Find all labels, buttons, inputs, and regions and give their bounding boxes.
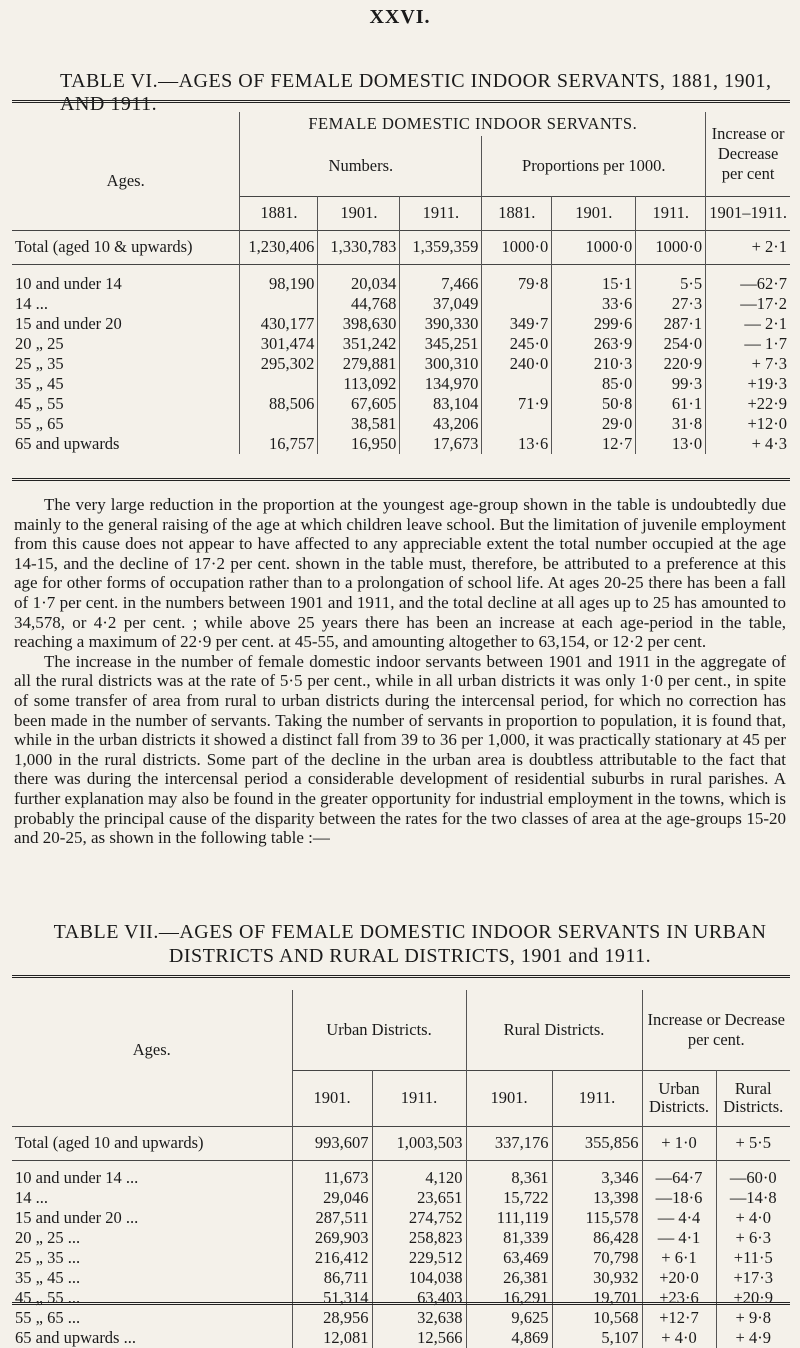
cell: —18·6 [642,1188,716,1208]
cell: —64·7 [642,1168,716,1188]
cell: — 4·1 [642,1228,716,1248]
cell: 20,034 [318,274,400,294]
cell: 1,330,783 [318,230,400,264]
table6-total-row [12,230,790,264]
cell: 12·7 [552,434,636,454]
cell: —62·7 [706,274,790,294]
cell: — 2·1 [706,314,790,334]
cell: + 5·5 [716,1126,790,1160]
cell: 398,630 [318,314,400,334]
table-row [12,1228,790,1248]
cell: 17,673 [400,434,482,454]
cell: 258,823 [372,1228,466,1248]
cell: 355,856 [552,1126,642,1160]
row-label: 20 „ 25 ... [15,1228,81,1247]
cell: 13·0 [636,434,706,454]
cell: 38,581 [318,414,400,434]
cell: + 4·0 [642,1328,716,1348]
cell: 287,511 [292,1208,372,1228]
cell: 4,869 [466,1328,552,1348]
cell: + 6·1 [642,1248,716,1268]
cell: 337,176 [466,1126,552,1160]
row-label: Total (aged 10 & upwards) [15,237,193,256]
cell: 390,330 [400,314,482,334]
row-label: 10 and under 14 [15,274,122,293]
table6-group-header: FEMALE DOMESTIC INDOOR SERVANTS. [240,112,706,136]
table-row [12,1208,790,1228]
cell: 299·6 [552,314,636,334]
cell: 263·9 [552,334,636,354]
cell: 32,638 [372,1308,466,1328]
cell: 134,970 [400,374,482,394]
cell: 1000·0 [636,230,706,264]
cell: + 7·3 [706,354,790,374]
table7-urban-header: Urban Districts. [292,990,466,1070]
cell: 301,474 [240,334,318,354]
table7-total-row [12,1126,790,1160]
table-row [12,354,790,374]
table-row [12,374,790,394]
cell: 63,469 [466,1248,552,1268]
table6-prop-year-1911: 1911. [636,196,706,230]
table-row [12,1188,790,1208]
row-label: 15 and under 20 [15,314,122,333]
row-label: 35 „ 45 [15,374,64,393]
cell: 220·9 [636,354,706,374]
page-number: XXVI. [369,6,431,28]
cell [240,294,318,314]
table6-top-rule [12,100,790,103]
cell: —17·2 [706,294,790,314]
cell: 10,568 [552,1308,642,1328]
cell: + 4·0 [716,1208,790,1228]
cell: 12,081 [292,1328,372,1348]
cell: +11·5 [716,1248,790,1268]
table-row [12,1308,790,1328]
cell: —60·0 [716,1168,790,1188]
cell: 85·0 [552,374,636,394]
cell: 115,578 [552,1208,642,1228]
paragraph-1: The very large reduction in the proportion at the youngest age-group shown in the table is undoubtedly due mainly to the general raising of the age at which children leave school. But the limitation of juvenile employment from this cause does not appear to have affected to any appreciable extent the total number occupied at the age 14-15, and the decline of 17·2 per cent. shown in the table must, therefore, be attributed to a preference at this age for other forms of occupation rather than to a prolongation of school life. At ages 20-25 there has been a fall of 1·7 per cent. in the numbers between 1901 and 1911, and the total decline at all ages up to 25 has amounted to 34,578, or 4·2 per cent. ; while above 25 years there has been an increase at each age-period in the table, reaching a maximum of 22·9 per cent. at 45-55, and amounting altogether to 63,154, or 12·2 per cent. [14,495,786,652]
body-text [14,495,786,848]
cell: 61·1 [636,394,706,414]
table6-title: TABLE VI.—AGES OF FEMALE DOMESTIC INDOOR SERVANTS, 1881, 1901, AND 1911. [60,70,772,115]
cell: 229,512 [372,1248,466,1268]
cell: 9,625 [466,1308,552,1328]
table6-year-1911: 1911. [400,196,482,230]
cell: 104,038 [372,1268,466,1288]
cell: 30,932 [552,1268,642,1288]
cell: +23·6 [642,1288,716,1308]
row-label: 14 ... [15,294,48,313]
cell: 44,768 [318,294,400,314]
cell: 300,310 [400,354,482,374]
cell: 67,605 [318,394,400,414]
row-label: 15 and under 20 ... [15,1208,139,1227]
cell: —14·8 [716,1188,790,1208]
table6-prop-year-1881: 1881. [482,196,552,230]
row-label: 10 and under 14 ... [15,1168,139,1187]
table-row [12,1168,790,1188]
cell: 1000·0 [552,230,636,264]
row-label: 55 „ 65 ... [15,1308,81,1327]
cell: 11,673 [292,1168,372,1188]
cell: 5,107 [552,1328,642,1348]
cell: 31·8 [636,414,706,434]
cell [482,414,552,434]
table7-ages-header: Ages. [132,1040,171,1059]
cell: 993,607 [292,1126,372,1160]
cell: 113,092 [318,374,400,394]
cell: 210·3 [552,354,636,374]
cell: 16,950 [318,434,400,454]
cell: 29·0 [552,414,636,434]
cell: 71·9 [482,394,552,414]
cell: 216,412 [292,1248,372,1268]
cell: 269,903 [292,1228,372,1248]
cell: 83,104 [400,394,482,414]
table-row [12,394,790,414]
cell: +17·3 [716,1268,790,1288]
cell: 51,314 [292,1288,372,1308]
cell: +20·9 [716,1288,790,1308]
table6-year-1881: 1881. [240,196,318,230]
table-row [12,314,790,334]
cell: +12·0 [706,414,790,434]
cell: 254·0 [636,334,706,354]
cell: +19·3 [706,374,790,394]
cell: 240·0 [482,354,552,374]
cell: 13·6 [482,434,552,454]
row-label: 20 „ 25 [15,334,64,353]
cell [240,374,318,394]
cell: 37,049 [400,294,482,314]
cell: + 4·3 [706,434,790,454]
table-row [12,1248,790,1268]
table6-increase-header: Increase or Decrease per cent [706,112,790,196]
cell: 50·8 [552,394,636,414]
cell: +22·9 [706,394,790,414]
cell: 3,346 [552,1168,642,1188]
cell: — 4·4 [642,1208,716,1228]
cell [482,374,552,394]
cell: 351,242 [318,334,400,354]
cell: 15·1 [552,274,636,294]
row-label: 45 „ 55 ... [15,1288,81,1307]
table7-title: TABLE VII.—AGES OF FEMALE DOMESTIC INDOOR SERVANTS IN URBAN DISTRICTS AND RURAL DISTRICTS, 1901 and 1911. [53,921,767,967]
table6-ages-header: Ages. [106,170,145,190]
cell: 1,003,503 [372,1126,466,1160]
table7-bottom-rule [12,1302,790,1305]
cell: 19,701 [552,1288,642,1308]
table6-prop-year-1901: 1901. [552,196,636,230]
cell: 1000·0 [482,230,552,264]
cell: 81,339 [466,1228,552,1248]
table7-rural-1901: 1901. [466,1070,552,1126]
cell: 16,757 [240,434,318,454]
cell: 274,752 [372,1208,466,1228]
cell [482,294,552,314]
cell: 99·3 [636,374,706,394]
table7-urban-1901: 1901. [292,1070,372,1126]
table7-change-rural: Rural Districts. [716,1070,790,1126]
cell: 345,251 [400,334,482,354]
cell: 86,428 [552,1228,642,1248]
table-row [12,1268,790,1288]
cell: + 1·0 [642,1126,716,1160]
table-row [12,414,790,434]
row-label: 65 and upwards [15,434,120,453]
cell: 12,566 [372,1328,466,1348]
cell: 33·6 [552,294,636,314]
row-label: Total (aged 10 and upwards) [15,1133,204,1152]
table7-increase-header: Increase or Decrease per cent. [642,990,790,1070]
table-row [12,434,790,454]
cell: 29,046 [292,1188,372,1208]
table-row [12,294,790,314]
cell: 295,302 [240,354,318,374]
cell: 86,711 [292,1268,372,1288]
cell: + 2·1 [706,230,790,264]
row-label: 65 and upwards ... [15,1328,136,1347]
table-row [12,334,790,354]
table7 [12,990,790,1348]
cell [240,414,318,434]
cell: 79·8 [482,274,552,294]
table7-top-rule [12,975,790,978]
table-row [12,1288,790,1308]
cell: 70,798 [552,1248,642,1268]
cell: 28,956 [292,1308,372,1328]
cell: 7,466 [400,274,482,294]
row-label: 25 „ 35 [15,354,64,373]
table7-change-urban: Urban Districts. [642,1070,716,1126]
cell: 430,177 [240,314,318,334]
table6-body [12,274,790,454]
table6-year-1901: 1901. [318,196,400,230]
cell: +20·0 [642,1268,716,1288]
cell: 8,361 [466,1168,552,1188]
row-label: 35 „ 45 ... [15,1268,81,1287]
table7-rural-header: Rural Districts. [466,990,642,1070]
cell: 349·7 [482,314,552,334]
table7-rural-1911: 1911. [552,1070,642,1126]
cell: 13,398 [552,1188,642,1208]
table6-numbers-header: Numbers. [240,136,482,196]
cell: 27·3 [636,294,706,314]
cell: + 4·9 [716,1328,790,1348]
cell: 23,651 [372,1188,466,1208]
table-row [12,274,790,294]
row-label: 25 „ 35 ... [15,1248,81,1267]
cell: 245·0 [482,334,552,354]
table6-change-years: 1901–1911. [706,196,790,230]
cell: 43,206 [400,414,482,434]
cell: 5·5 [636,274,706,294]
cell: 4,120 [372,1168,466,1188]
table7-urban-1911: 1911. [372,1070,466,1126]
cell: + 9·8 [716,1308,790,1328]
cell: +12·7 [642,1308,716,1328]
cell: 279,881 [318,354,400,374]
table6-proportions-header: Proportions per 1000. [482,136,706,196]
table6 [12,112,790,454]
cell: + 6·3 [716,1228,790,1248]
cell: 111,119 [466,1208,552,1228]
row-label: 14 ... [15,1188,48,1207]
cell: 1,230,406 [240,230,318,264]
row-label: 55 „ 65 [15,414,64,433]
table-row [12,1328,790,1348]
row-label: 45 „ 55 [15,394,64,413]
paragraph-2: The increase in the number of female domestic indoor servants between 1901 and 1911 in the aggregate of all the rural districts was at the rate of 5·5 per cent., while in all urban districts it was only 1·0 per cent., in spite of some transfer of area from rural to urban districts during the intercensal period, for which no correction has been made in the number of servants. Taking the number of servants in proportion to population, it is found that, while in the urban districts it showed a distinct fall from 39 to 36 per 1,000, it was practically stationary at 45 per 1,000 in the rural districts. Some part of the decline in the urban area is doubtless attributable to the fact that there was during the intercensal period a considerable development of residential suburbs in rural parishes. A further explanation may also be found in the greater opportunity for industrial employment in the towns, which is probably the principal cause of the disparity between the rates for the two classes of area at the age-groups 15-20 and 20-25, as shown in the following table :— [14,651,786,848]
table6-bottom-rule [12,478,790,481]
cell: 16,291 [466,1288,552,1308]
cell: 26,381 [466,1268,552,1288]
cell: — 1·7 [706,334,790,354]
cell: 287·1 [636,314,706,334]
cell: 15,722 [466,1188,552,1208]
cell: 63,403 [372,1288,466,1308]
cell: 1,359,359 [400,230,482,264]
cell: 88,506 [240,394,318,414]
table7-body [12,1168,790,1348]
cell: 98,190 [240,274,318,294]
